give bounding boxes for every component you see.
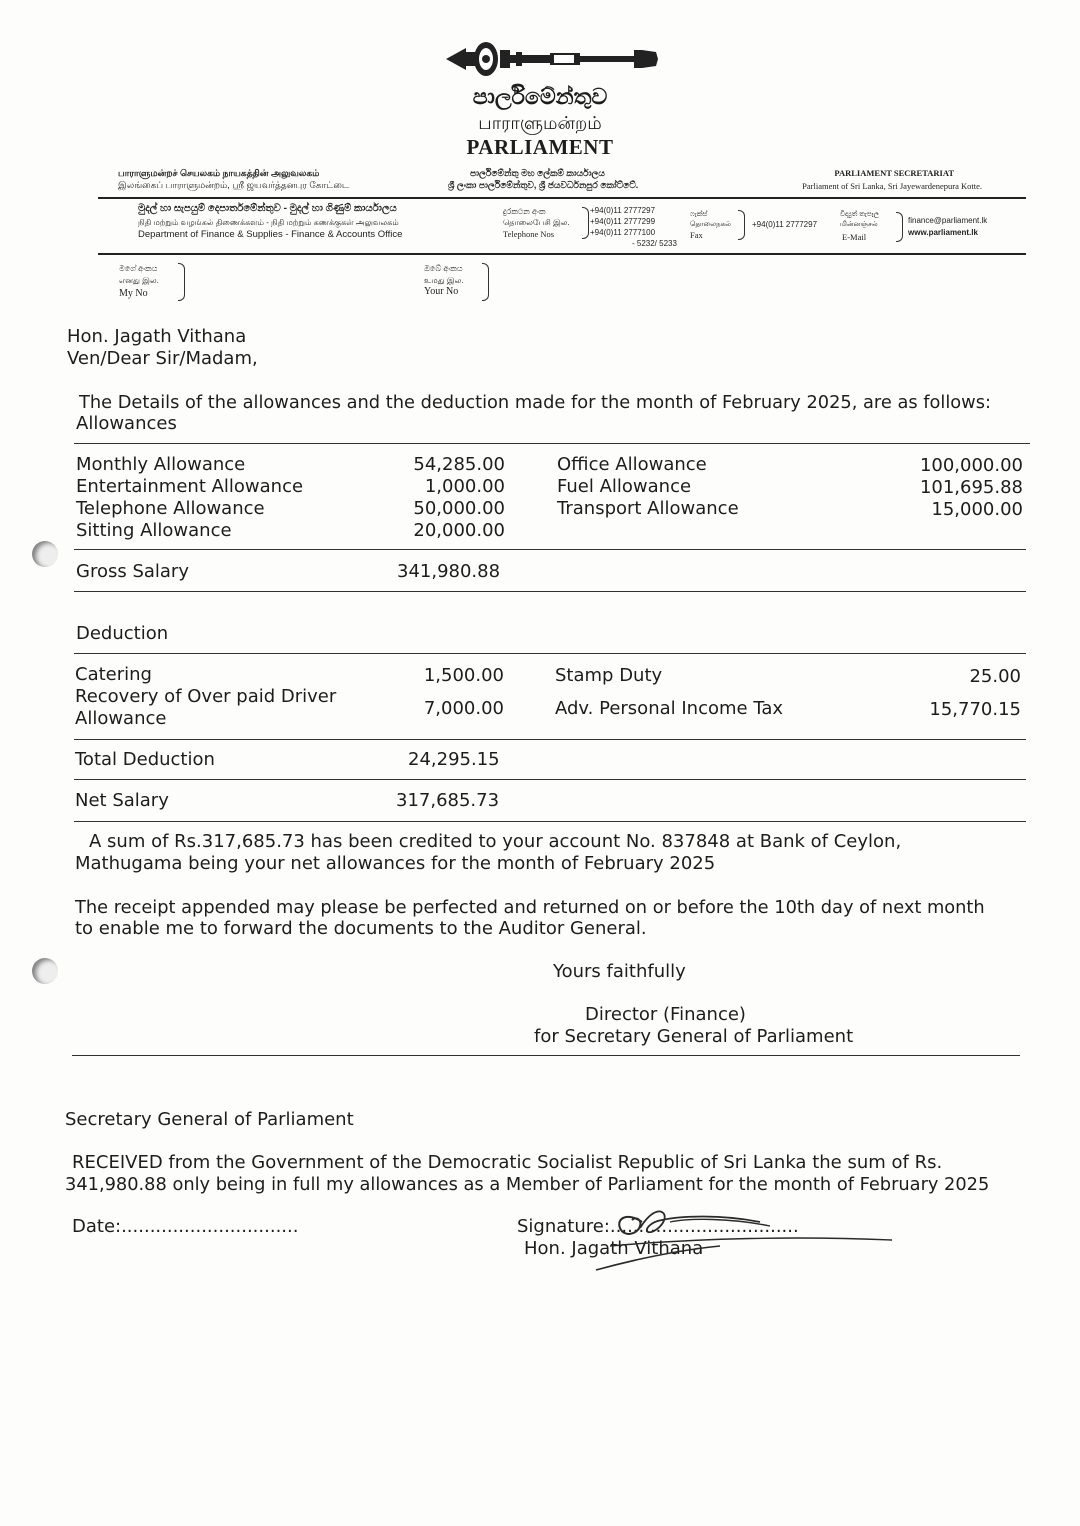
net-salary-value: 317,685.73 (396, 790, 500, 811)
my-no-label-english: My No (119, 288, 148, 299)
telephone-extension: - 5232/ 5233 (632, 239, 677, 248)
gross-salary-value: 341,980.88 (397, 561, 501, 582)
bracket-icon (178, 263, 185, 301)
section-rule (74, 443, 1030, 444)
receipt-text: RECEIVED from the Government of the Democratic Socialist Republic of Sri Lanka the sum of Rs. (72, 1152, 943, 1173)
punch-hole (32, 541, 58, 567)
bracket-icon (482, 263, 489, 301)
allowance-label: Transport Allowance (557, 498, 739, 519)
receipt-instruction: The receipt appended may please be perfected and returned on or before the 10th day of next month (75, 897, 985, 918)
secretariat-line-sinhala-1: පාර්ලිමේන්තු මහ ලේකම් කාර්යාලය (470, 168, 605, 178)
website-url: www.parliament.lk (908, 228, 978, 237)
receipt-instruction: to enable me to forward the documents to the Auditor General. (75, 918, 647, 939)
your-no-label-tamil: உமது இல. (424, 276, 464, 285)
department-name-sinhala: මුදල් හා සැපයුම් දෙපාර්තමේන්තුව - මුදල් හා ගිණුම් කාර්යාලය (138, 203, 397, 214)
allowance-label: Telephone Allowance (76, 498, 265, 519)
signature-field: Signature:................................. (517, 1216, 799, 1237)
allowance-value: 54,285.00 (413, 454, 505, 475)
my-no-label-tamil: எனது இல. (119, 276, 159, 285)
deduction-label: Recovery of Over paid Driver (75, 686, 337, 707)
deduction-heading: Deduction (76, 623, 169, 644)
telephone-label-sinhala: දුරකථන අංක (503, 207, 546, 216)
closing-text: Yours faithfully (553, 961, 686, 982)
section-rule (72, 1055, 1020, 1056)
section-rule (74, 821, 1026, 822)
section-rule (74, 779, 1026, 780)
net-salary-label: Net Salary (75, 790, 169, 811)
header-rule-bottom (98, 253, 1026, 255)
signatory-for: for Secretary General of Parliament (534, 1026, 854, 1047)
credit-notice: A sum of Rs.317,685.73 has been credited to your account No. 837848 at Bank of Ceylon, (89, 831, 902, 852)
total-deduction-value: 24,295.15 (408, 749, 500, 770)
deduction-label: Catering (75, 664, 152, 685)
bracket-icon (582, 207, 589, 239)
allowances-heading: Allowances (76, 413, 177, 434)
email-label-sinhala: විද්‍යුත් තැපෑල (840, 211, 879, 218)
fax-number: +94(0)11 2777297 (752, 220, 818, 229)
your-no-label-sinhala: ඔබේ අංකය (424, 264, 463, 273)
telephone-number: +94(0)11 2777297 (590, 206, 656, 215)
department-name-english: Department of Finance & Supplies - Finance & Accounts Office (138, 229, 403, 240)
your-no-label-english: Your No (424, 286, 459, 297)
gross-salary-label: Gross Salary (76, 561, 189, 582)
secretariat-line-english-1: PARLIAMENT SECRETARIAT (834, 168, 954, 178)
punch-hole (32, 958, 58, 984)
email-address: finance@parliament.lk (908, 216, 988, 225)
allowance-label: Fuel Allowance (557, 476, 692, 497)
deduction-value: 1,500.00 (423, 665, 504, 686)
allowance-value: 100,000.00 (919, 455, 1023, 476)
email-label-english: E-Mail (842, 232, 867, 242)
telephone-number: +94(0)11 2777100 (590, 228, 656, 237)
parliament-name-english: PARLIAMENT (466, 135, 614, 159)
signatory-name: Hon. Jagath Vithana (524, 1238, 704, 1259)
deduction-value: 25.00 (969, 666, 1021, 687)
handwritten-signature-icon (580, 1198, 900, 1278)
deduction-label: Adv. Personal Income Tax (555, 698, 784, 719)
fax-label-tamil: தொலைநகல் (690, 221, 731, 228)
allowance-label: Office Allowance (557, 454, 707, 475)
salutation: Ven/Dear Sir/Madam, (67, 348, 258, 369)
section-rule (74, 549, 1026, 550)
parliament-name-tamil: பாராளுமன்றம் (478, 113, 602, 133)
email-label-tamil: மின்னஞ்சல் (840, 221, 878, 228)
parliament-name-sinhala: පාර්ලිමේන්තුව (472, 84, 608, 109)
deduction-label: Allowance (75, 708, 167, 729)
section-rule (74, 739, 1026, 740)
my-no-label-sinhala: මගේ අංකය (119, 264, 158, 273)
allowance-value: 15,000.00 (931, 499, 1023, 520)
addressee-name: Hon. Jagath Vithana (67, 326, 247, 347)
allowance-value: 50,000.00 (413, 498, 505, 519)
allowance-label: Entertainment Allowance (76, 476, 304, 497)
total-deduction-label: Total Deduction (75, 749, 215, 770)
fax-label-english: Fax (690, 230, 703, 240)
section-rule (74, 653, 1026, 654)
deduction-label: Stamp Duty (555, 665, 663, 686)
intro-text: The Details of the allowances and the deduction made for the month of February 2025, are as follows: (79, 392, 991, 413)
secretariat-line-sinhala-2: ශ්‍රී ලංකා පාර්ලිමේන්තුව, ශ්‍රී ජයවර්ධනපුර කෝට්ටේ. (448, 180, 639, 190)
deduction-value: 7,000.00 (423, 698, 504, 719)
allowance-value: 101,695.88 (919, 477, 1023, 498)
deduction-value: 15,770.15 (929, 699, 1021, 720)
allowance-label: Monthly Allowance (76, 454, 246, 475)
telephone-label-tamil: தொலைபேசி இல. (503, 218, 570, 227)
secretariat-line-english-2: Parliament of Sri Lanka, Sri Jayewardenepura Kotte. (802, 181, 982, 191)
allowance-value: 20,000.00 (413, 520, 505, 541)
date-field: Date:............................... (72, 1216, 299, 1237)
bracket-icon (738, 210, 745, 240)
receipt-addressee: Secretary General of Parliament (65, 1109, 354, 1130)
secretariat-line-tamil-1: பாராளுமன்றச் செயலகம் நாயகத்தின் அலுவலகம் (118, 168, 320, 178)
section-rule (74, 591, 1026, 592)
receipt-text: 341,980.88 only being in full my allowances as a Member of Parliament for the month of February 2025 (65, 1174, 990, 1195)
bracket-icon (896, 212, 903, 242)
credit-notice: Mathugama being your net allowances for the month of February 2025 (75, 853, 716, 874)
telephone-label-english: Telephone Nos (503, 229, 555, 239)
department-name-tamil: நிதி மற்றும் வழங்கல் திணைக்களம் - நிதி மற்றும் கணக்குகள் அலுவலகம் (138, 218, 399, 227)
mace-emblem-icon (442, 38, 662, 80)
telephone-number: +94(0)11 2777299 (590, 217, 656, 226)
allowance-value: 1,000.00 (424, 476, 505, 497)
header-rule-top (98, 197, 1026, 199)
allowance-label: Sitting Allowance (76, 520, 232, 541)
signatory-title: Director (Finance) (585, 1004, 746, 1025)
secretariat-line-tamil-2: இலங்கைப் பாராளுமன்றம், ஸ்ரீ ஜயவர்த்தனபுர கோட்டை (118, 180, 350, 190)
fax-label-sinhala: ෆැක්ස් (690, 211, 708, 218)
